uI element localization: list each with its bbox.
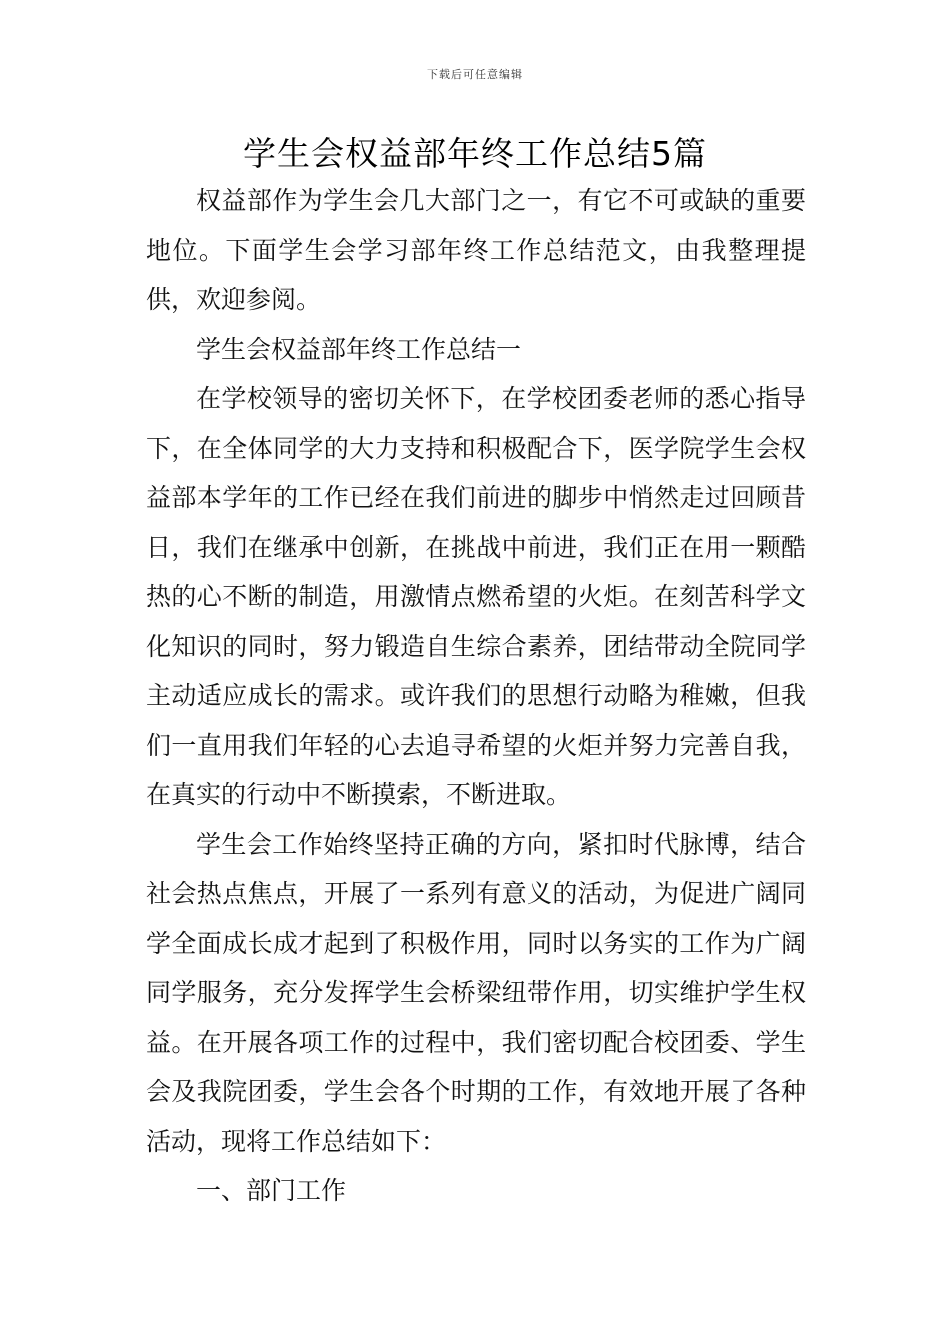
intro-paragraph: 权益部作为学生会几大部门之一，有它不可或缺的重要地位。下面学生会学习部年终工作总结范文，由我整理提供，欢迎参阅。 (146, 186, 806, 314)
document-body (146, 176, 806, 1216)
page-header-note: 下载后可任意编辑 (427, 68, 523, 81)
body-paragraph-1: 在学校领导的密切关怀下，在学校团委老师的悉心指导下，在全体同学的大力支持和积极配合下，医学院学生会权益部本学年的工作已经在我们前进的脚步中悄然走过回顾昔日，我们在继承中创新，在挑战中前进，我们正在用一颗酷热的心不断的制造，用激情点燃希望的火炬。在刻苦科学文化知识的同时，努力锻造自生综合素养，团结带动全院同学主动适应成长的需求。或许我们的思想行动略为稚嫩，但我们一直用我们年轻的心去追寻希望的火炬并努力完善自我，在真实的行动中不断摸索，不断进取。 (146, 384, 806, 809)
body-paragraph-2: 学生会工作始终坚持正确的方向，紧扣时代脉博，结合社会热点焦点，开展了一系列有意义的活动，为促进广阔同学全面成长成才起到了积极作用，同时以务实的工作为广阔同学服务，充分发挥学生会桥梁纽带作用，切实维护学生权益。在开展各项工作的过程中，我们密切配合校团委、学生会及我院团委，学生会各个时期的工作，有效地开展了各种活动，现将工作总结如下： (146, 829, 806, 1156)
document-title: 学生会权益部年终工作总结5篇 (243, 134, 707, 173)
section-heading-department-work: 一、部门工作 (196, 1176, 347, 1205)
section-heading-summary-one: 学生会权益部年终工作总结一 (196, 334, 522, 364)
